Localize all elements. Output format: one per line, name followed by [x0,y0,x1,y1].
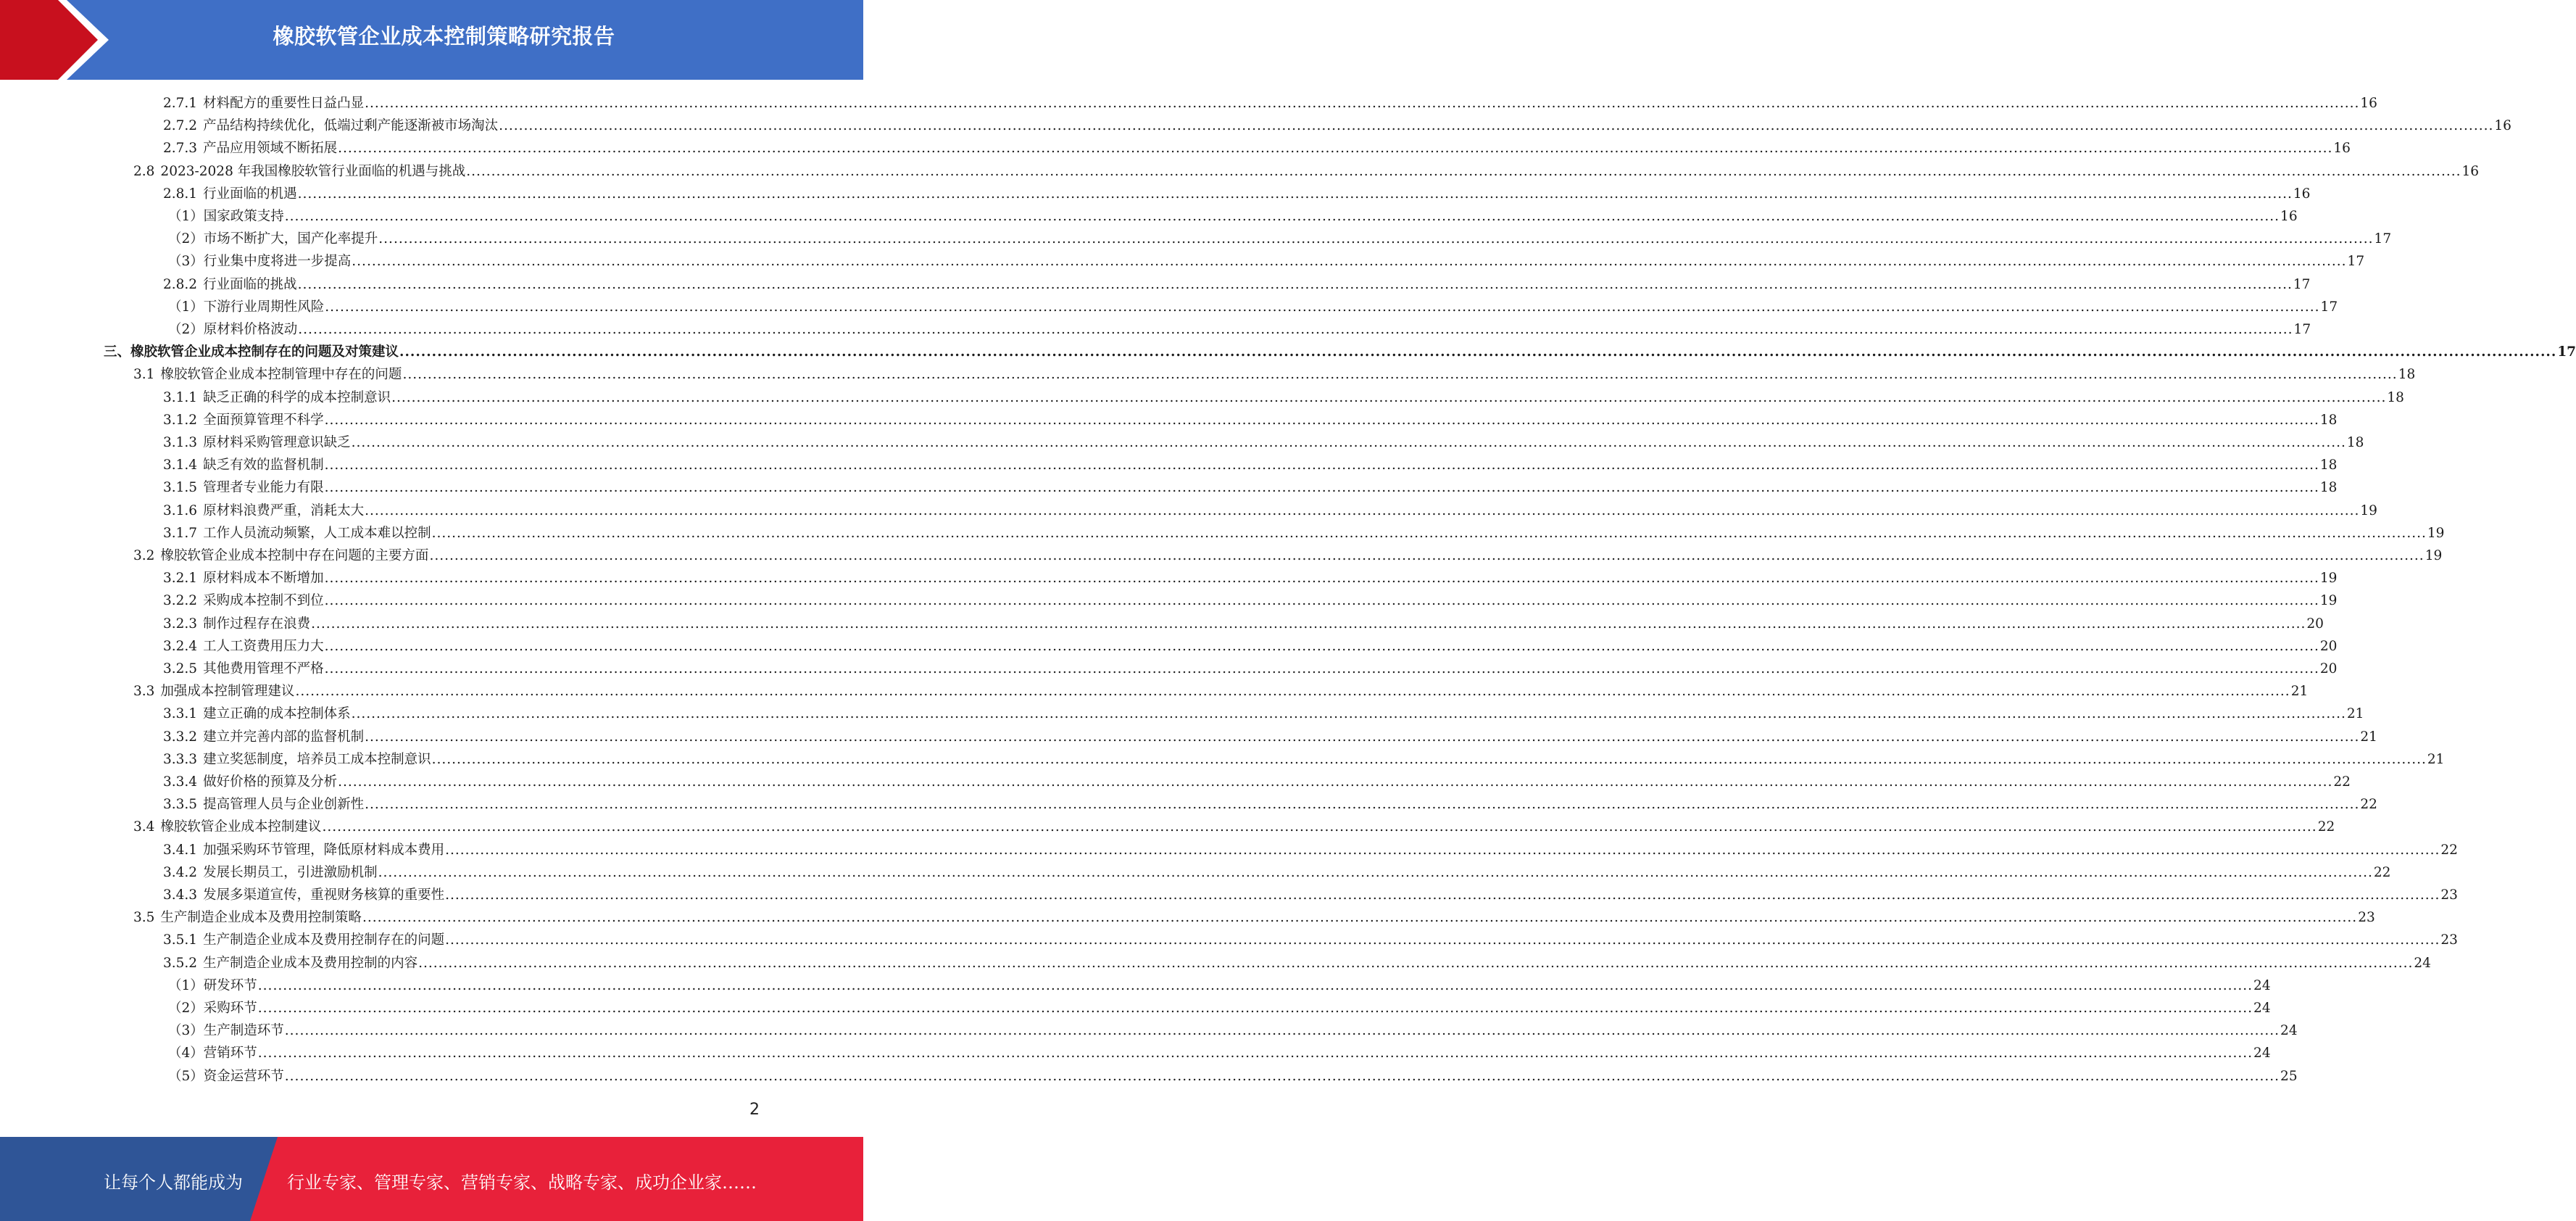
toc-entry-number: （2） [168,1001,204,1016]
toc-dot-leader: ................................................................................................................................................................................................................................................................................................................................................................................................................ [298,322,2293,337]
toc-entry[interactable] [163,885,2458,906]
toc-entry-page: 19 [2319,571,2338,587]
toc-entry-page: 17 [2347,254,2365,270]
toc-entry[interactable] [163,138,2351,160]
toc-entry-number: 3.2.5 [163,661,198,676]
toc-entry[interactable] [168,1020,2298,1042]
toc-dot-leader: ................................................................................................................................................................................................................................................................................................................................................................................................................ [324,458,2319,473]
toc-entry-title: 加强成本控制管理建议 [160,684,295,700]
toc-entry-number: 3.1.4 [163,458,198,473]
toc-entry-title: 营销环节 [203,1046,257,1061]
toc-dot-leader: ................................................................................................................................................................................................................................................................................................................................................................................................................ [351,706,2346,722]
toc-entry-page: 17 [2557,344,2576,360]
toc-entry-title: 生产制造企业成本及费用控制策略 [160,910,362,926]
toc-dot-leader: ................................................................................................................................................................................................................................................................................................................................................................................................................ [352,254,2347,270]
toc-dot-leader: ................................................................................................................................................................................................................................................................................................................................................................................................................ [284,1068,2280,1084]
toc-entry-number: （3） [168,254,204,270]
toc-entry[interactable] [163,274,2311,296]
toc-entry-number: （4） [168,1046,204,1061]
toc-entry-title: 工人工资费用压力大 [203,638,324,654]
toc-entry[interactable] [163,727,2377,748]
toc-entry-page: 19 [2319,593,2338,609]
toc-dot-leader: ................................................................................................................................................................................................................................................................................................................................................................................................................ [418,955,2414,971]
toc-entry-title: 下游行业周期性风险 [203,299,325,315]
toc-dot-leader: ................................................................................................................................................................................................................................................................................................................................................................................................................ [445,842,2440,858]
toc-entry-title: 资金运营环节 [203,1068,284,1084]
toc-dot-leader: ................................................................................................................................................................................................................................................................................................................................................................................................................ [257,1046,2253,1061]
toc-entry-number: 3.1.1 [163,389,198,405]
toc-entry-number: 3.1.7 [163,525,198,541]
toc-dot-leader: ................................................................................................................................................................................................................................................................................................................................................................................................................ [297,186,2293,202]
toc-dot-leader: ................................................................................................................................................................................................................................................................................................................................................................................................................ [257,1001,2253,1016]
report-title: 橡胶软管企业成本控制策略研究报告 [273,24,615,49]
toc-entry-page: 23 [2440,932,2458,948]
toc-entry-title: 产品结构持续优化，低端过剩产能逐渐被市场淘汰 [203,118,499,134]
toc-entry[interactable] [168,1066,2298,1088]
toc-entry-title: 国家政策支持 [203,209,284,224]
toc-dot-leader: ................................................................................................................................................................................................................................................................................................................................................................................................................ [378,231,2374,247]
toc-entry-title: 市场不断扩大，国产化率提升 [203,231,378,247]
toc-entry-number: 3.3.3 [163,751,198,767]
toc-entry-number: 3.2 [133,548,155,563]
toc-entry-title: 研发环节 [203,977,257,993]
toc-entry-title: 采购成本控制不到位 [203,593,324,609]
toc-entry-page: 19 [2427,525,2445,541]
toc-entry[interactable] [168,206,2298,228]
toc-entry-page: 17 [2293,276,2311,292]
footer-slogan: 让每个人都能成为 [104,1172,243,1193]
toc-entry-title: 提高管理人员与企业创新性 [203,797,365,813]
toc-entry-number: 3.3.4 [163,774,198,790]
toc-entry-number: 3.3.2 [163,729,198,745]
toc-entry[interactable] [163,410,2338,431]
toc-dot-leader: ................................................................................................................................................................................................................................................................................................................................................................................................................ [338,141,2333,157]
toc-entry[interactable] [163,93,2377,115]
toc-entry-page: 17 [2320,299,2338,315]
toc-entry[interactable] [168,1043,2271,1064]
toc-entry-number: （1） [168,209,204,224]
toc-dot-leader: ................................................................................................................................................................................................................................................................................................................................................................................................................ [431,751,2427,767]
page-number: 2 [749,1101,760,1119]
toc-entry[interactable] [163,590,2338,612]
toc-entry-number: 3.4 [133,819,155,835]
toc-entry-number: 3.5.2 [163,955,198,971]
toc-entry-number: 3.5 [133,910,155,926]
toc-entry[interactable] [133,161,2480,183]
toc-entry-title: 缺乏有效的监督机制 [203,458,324,473]
toc-entry-page: 18 [2319,458,2338,473]
toc-entry-page: 17 [2293,322,2311,337]
toc-entry-number: （2） [168,322,204,337]
toc-entry[interactable] [168,251,2365,273]
toc-entry-number: 3.1.3 [163,435,198,450]
toc-entry-number: 2.8.1 [163,186,198,202]
toc-dot-leader: ................................................................................................................................................................................................................................................................................................................................................................................................................ [365,96,2360,111]
toc-entry-page: 20 [2319,661,2338,676]
toc-dot-leader: ................................................................................................................................................................................................................................................................................................................................................................................................................ [365,729,2360,745]
toc-entry-number: （3） [168,1023,204,1039]
toc-entry-page: 22 [2440,842,2458,858]
toc-entry-title: 建立奖惩制度，培养员工成本控制意识 [203,751,431,767]
toc-entry-number: 2.7.3 [163,141,198,157]
toc-entry-number: 3.2.4 [163,638,198,654]
toc-dot-leader: ................................................................................................................................................................................................................................................................................................................................................................................................................ [324,661,2319,676]
toc-dot-leader: ................................................................................................................................................................................................................................................................................................................................................................................................................ [365,502,2360,518]
toc-entry-title: 加强采购环节管理，降低原材料成本费用 [203,842,445,858]
toc-entry-page: 18 [2398,367,2416,383]
toc-entry-page: 16 [2494,118,2511,134]
toc-dot-leader: ................................................................................................................................................................................................................................................................................................................................................................................................................ [429,548,2425,563]
toc-entry-page: 17 [2374,231,2392,247]
toc-entry[interactable] [163,477,2338,499]
toc-entry[interactable] [163,862,2391,884]
toc-entry-number: 2.8.2 [163,276,198,292]
toc-entry-title: 原材料价格波动 [203,322,298,337]
toc-entry-page: 23 [2358,910,2375,926]
toc-entry[interactable] [163,613,2324,635]
toc-entry-title: 生产制造企业成本及费用控制存在的问题 [203,932,445,948]
toc-entry[interactable] [133,364,2416,386]
toc-entry-title: 行业面临的挑战 [203,276,297,292]
toc-entry-title: 2023-2028 年我国橡胶软管行业面临的机遇与挑战 [160,163,466,179]
toc-dot-leader: ................................................................................................................................................................................................................................................................................................................................................................................................................ [324,412,2319,428]
toc-entry-page: 18 [2319,412,2338,428]
toc-entry-title: 工作人员流动频繁，人工成本难以控制 [203,525,431,541]
toc-entry-number: 2.8 [133,163,155,179]
toc-entry-number: 3.3.1 [163,706,198,722]
toc-entry-title: 行业集中度将进一步提高 [203,254,352,270]
toc-entry-number: 3.5.1 [163,932,198,948]
toc-entry[interactable] [133,681,2309,703]
toc-entry-number: 3.4.1 [163,842,198,858]
toc-entry[interactable] [163,840,2458,861]
toc-entry[interactable] [163,703,2364,725]
toc-entry-number: 3.4.3 [163,887,198,903]
toc-entry[interactable] [163,636,2338,658]
toc-entry-page: 22 [2333,774,2351,790]
toc-entry-title: 原材料采购管理意识缺乏 [203,435,351,450]
toc-entry-number: （1） [168,299,204,315]
toc-dot-leader: ................................................................................................................................................................................................................................................................................................................................................................................................................ [322,819,2317,835]
toc-dot-leader: ................................................................................................................................................................................................................................................................................................................................................................................................................ [399,344,2557,360]
toc-dot-leader: ................................................................................................................................................................................................................................................................................................................................................................................................................ [338,774,2333,790]
toc-entry[interactable] [168,975,2271,997]
toc-entry-page: 16 [2360,96,2377,111]
toc-entry-page: 18 [2319,480,2338,496]
toc-entry-title: 行业面临的机遇 [203,186,297,202]
toc-entry-number: （2） [168,231,204,247]
toc-entry-page: 19 [2425,548,2443,563]
toc-entry[interactable] [163,771,2351,793]
footer-tagline: 行业专家、管理专家、营销专家、战略专家、成功企业家…… [287,1172,757,1193]
toc-dot-leader: ................................................................................................................................................................................................................................................................................................................................................................................................................ [311,616,2306,632]
toc-entry-number: （5） [168,1068,204,1084]
toc-dot-leader: ................................................................................................................................................................................................................................................................................................................................................................................................................ [431,525,2427,541]
toc-dot-leader: ................................................................................................................................................................................................................................................................................................................................................................................................................ [257,977,2253,993]
toc-dot-leader: ................................................................................................................................................................................................................................................................................................................................................................................................................ [324,571,2319,587]
toc-entry-title: 橡胶软管企业成本控制中存在问题的主要方面 [160,548,429,563]
toc-entry-title: 橡胶软管企业成本控制存在的问题及对策建议 [130,344,399,360]
toc-entry[interactable] [163,183,2311,205]
toc-entry-number: 3.1.5 [163,480,198,496]
toc-entry[interactable] [163,115,2511,137]
toc-entry-title: 材料配方的重要性日益凸显 [203,96,365,111]
toc-entry-number: 3.2.3 [163,616,198,632]
toc-entry[interactable] [168,228,2392,250]
toc-entry[interactable] [104,342,2576,363]
toc-dot-leader: ................................................................................................................................................................................................................................................................................................................................................................................................................ [325,299,2320,315]
toc-entry-title: 橡胶软管企业成本控制建议 [160,819,322,835]
toc-dot-leader: ................................................................................................................................................................................................................................................................................................................................................................................................................ [445,932,2440,948]
toc-entry[interactable] [163,500,2377,522]
toc-entry-title: 建立正确的成本控制体系 [203,706,351,722]
toc-dot-leader: ................................................................................................................................................................................................................................................................................................................................................................................................................ [284,209,2280,224]
toc-entry-page: 16 [2461,163,2480,179]
toc-entry-page: 16 [2280,209,2298,224]
toc-dot-leader: ................................................................................................................................................................................................................................................................................................................................................................................................................ [466,163,2461,179]
toc-entry[interactable] [163,568,2338,589]
toc-entry-page: 20 [2319,638,2338,654]
toc-entry-page: 16 [2293,186,2311,202]
toc-entry[interactable] [133,907,2375,929]
toc-entry-number: 三、 [104,344,131,360]
toc-dot-leader: ................................................................................................................................................................................................................................................................................................................................................................................................................ [295,684,2290,700]
toc-dot-leader: ................................................................................................................................................................................................................................................................................................................................................................................................................ [284,1023,2280,1039]
toc-dot-leader: ................................................................................................................................................................................................................................................................................................................................................................................................................ [324,480,2319,496]
toc-entry-title: 制作过程存在浪费 [203,616,311,632]
toc-entry-page: 21 [2427,751,2445,767]
toc-entry-title: 发展多渠道宣传，重视财务核算的重要性 [203,887,445,903]
toc-entry[interactable] [163,658,2338,680]
toc-entry[interactable] [163,523,2445,545]
toc-entry[interactable] [163,432,2364,454]
toc-dot-leader: ................................................................................................................................................................................................................................................................................................................................................................................................................ [297,276,2293,292]
toc-entry-number: 3.1.6 [163,502,198,518]
toc-entry-title: 发展长期员工，引进激励机制 [203,864,378,880]
toc-entry[interactable] [163,953,2431,974]
toc-entry-page: 19 [2360,502,2377,518]
toc-entry-title: 原材料成本不断增加 [203,571,324,587]
header-banner [0,0,863,80]
toc-entry-page: 24 [2414,955,2431,971]
toc-entry-title: 生产制造环节 [203,1023,284,1039]
toc-entry-page: 24 [2253,1046,2271,1061]
toc-entry[interactable] [163,455,2338,476]
toc-entry-number: 3.2.1 [163,571,198,587]
toc-dot-leader: ................................................................................................................................................................................................................................................................................................................................................................................................................ [499,118,2494,134]
toc-entry-title: 产品应用领域不断拓展 [203,141,338,157]
toc-dot-leader: ................................................................................................................................................................................................................................................................................................................................................................................................................ [365,797,2360,813]
toc-entry-title: 缺乏正确的科学的成本控制意识 [203,389,391,405]
toc-entry-title: 其他费用管理不严格 [203,661,324,676]
toc-entry-number: 3.3 [133,684,155,700]
toc-entry-number: 3.2.2 [163,593,198,609]
toc-entry[interactable] [163,930,2458,951]
toc-entry-page: 18 [2387,389,2404,405]
toc-entry-number: 3.3.5 [163,797,198,813]
toc-entry-page: 24 [2280,1023,2298,1039]
toc-dot-leader: ................................................................................................................................................................................................................................................................................................................................................................................................................ [391,389,2387,405]
toc-entry-number: 3.1.2 [163,412,198,428]
toc-entry-page: 24 [2253,977,2271,993]
toc-dot-leader: ................................................................................................................................................................................................................................................................................................................................................................................................................ [351,435,2346,450]
toc-entry[interactable] [163,794,2377,816]
toc-entry-number: 3.1 [133,367,155,383]
toc-entry-page: 21 [2290,684,2309,700]
toc-entry-title: 做好价格的预算及分析 [203,774,338,790]
toc-entry-page: 16 [2333,141,2351,157]
toc-entry[interactable] [168,297,2338,318]
toc-entry-title: 采购环节 [203,1001,257,1016]
toc-entry-title: 全面预算管理不科学 [203,412,324,428]
toc-entry[interactable] [133,545,2443,567]
toc-entry-number: 3.4.2 [163,864,198,880]
toc-entry-title: 原材料浪费严重，消耗太大 [203,502,365,518]
toc-entry-page: 22 [2317,819,2335,835]
toc-entry-page: 20 [2306,616,2324,632]
toc-entry-page: 22 [2360,797,2377,813]
toc-entry-title: 管理者专业能力有限 [203,480,324,496]
toc-entry-number: （1） [168,977,204,993]
toc-dot-leader: ................................................................................................................................................................................................................................................................................................................................................................................................................ [402,367,2398,383]
toc-entry[interactable] [168,319,2311,341]
toc-entry-page: 24 [2253,1001,2271,1016]
toc-dot-leader: ................................................................................................................................................................................................................................................................................................................................................................................................................ [378,864,2373,880]
toc-entry-page: 22 [2373,864,2391,880]
toc-entry-title: 建立并完善内部的监督机制 [203,729,365,745]
toc-entry-title: 生产制造企业成本及费用控制的内容 [203,955,418,971]
toc-entry-page: 23 [2440,887,2458,903]
toc-entry[interactable] [133,816,2335,838]
toc-entry[interactable] [163,387,2404,409]
toc-entry-page: 21 [2360,729,2377,745]
toc-entry-number: 2.7.1 [163,96,198,111]
toc-entry-page: 18 [2346,435,2364,450]
toc-dot-leader: ................................................................................................................................................................................................................................................................................................................................................................................................................ [445,887,2440,903]
toc-dot-leader: ................................................................................................................................................................................................................................................................................................................................................................................................................ [324,638,2319,654]
toc-entry-title: 橡胶软管企业成本控制管理中存在的问题 [160,367,402,383]
toc-entry[interactable] [163,749,2445,771]
toc-dot-leader: ................................................................................................................................................................................................................................................................................................................................................................................................................ [362,910,2358,926]
toc-entry-number: 2.7.2 [163,118,198,134]
toc-entry-page: 21 [2346,706,2364,722]
toc-dot-leader: ................................................................................................................................................................................................................................................................................................................................................................................................................ [324,593,2319,609]
toc-entry-page: 25 [2280,1068,2298,1084]
toc-entry[interactable] [168,998,2271,1019]
